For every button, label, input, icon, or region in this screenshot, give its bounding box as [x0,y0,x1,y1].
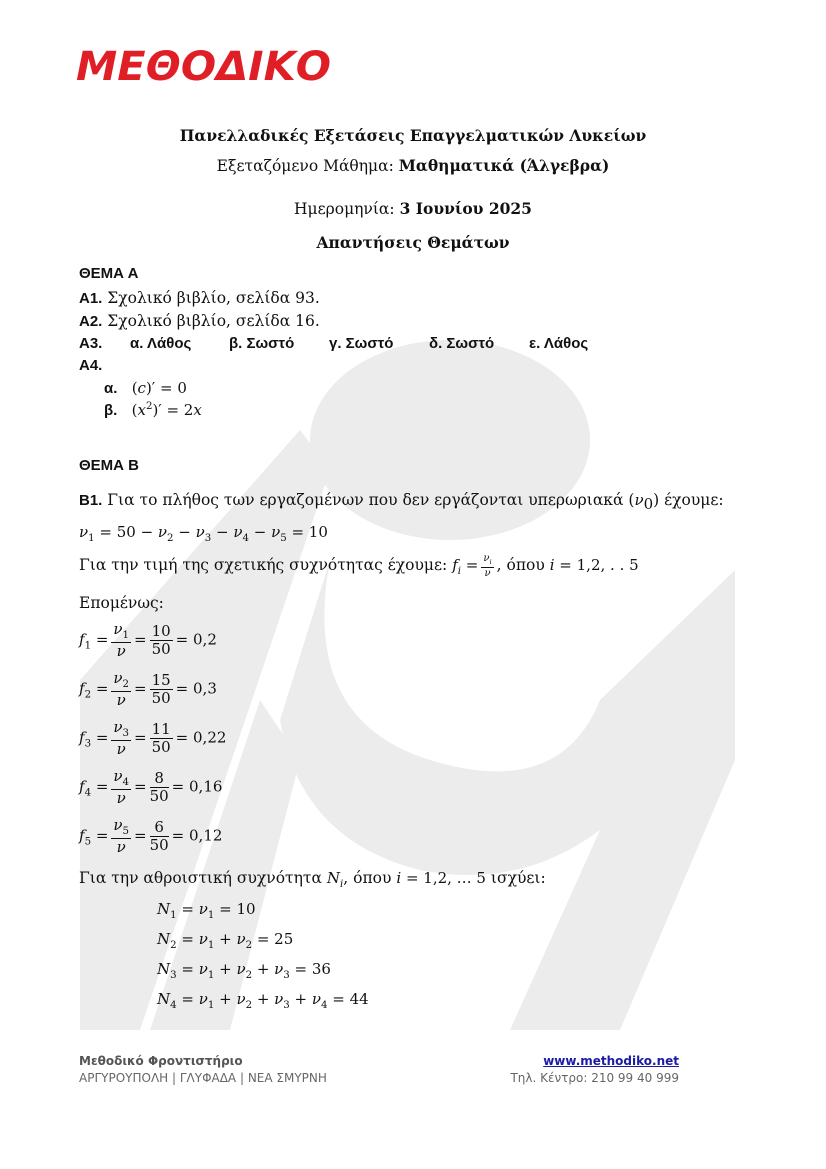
answers-subtitle: Απαντήσεις Θεμάτων [316,233,510,252]
a2-text: Σχολικό βιβλίο, σελίδα 16. [107,312,320,330]
b1-label: Β1. [79,492,103,509]
N1-equation: $N_1 = \nu_1 = 10$ [157,900,256,921]
f5-equation: $f_5$ = $\frac{\nu_5}{\nu}$ = $\frac{6}{50}$ = 0,12 [79,816,223,856]
nu1-equation: $\nu_1 = 50 - \nu_2 - \nu_3 - \nu_4 - \nu_5 = 10$ [79,523,328,544]
a1-label: Α1. [79,290,103,307]
methodiko-logo [76,44,336,92]
a4-label: Α4. [79,357,103,374]
theme-b-heading: ΘΕΜΑ Β [79,457,139,474]
a4-alpha-formula: α. (c)′ = 0 [104,379,187,397]
freq-intro: Για την τιμή της σχετικής συχνότητας έχουμε: [79,556,448,575]
cum-intro: Για την αθροιστική συχνότητα [79,869,322,887]
a3-item: ε. Λάθος [529,335,589,352]
page-title: Πανελλαδικές Εξετάσεις Επαγγελματικών Λυκείων [179,126,647,145]
a1-text: Σχολικό βιβλίο, σελίδα 93. [107,289,320,307]
a2-label: Α2. [79,313,103,330]
footer-website-link[interactable]: www.methodiko.net [543,1054,679,1068]
freq-where: , όπου [496,556,545,575]
f2-equation: $f_2$ = $\frac{\nu_2}{\nu}$ = $\frac{15}{50}$ = 0,3 [79,669,217,709]
a2-answer [79,312,320,330]
a3-label: Α3. [79,335,103,352]
date-label: Ημερομηνία: [294,200,395,218]
cumulative-intro-line: Για την αθροιστική συχνότητα $N_i$, όπου i = 1,2, … 5 ισχύει: [79,869,546,890]
subject-label: Εξεταζόμενο Μάθημα: [216,157,394,175]
a3-item: α. Λάθος [130,335,192,352]
b1-intro-end: ) έχουμε: [653,491,724,509]
freq-formula-line: Για την τιμή της σχετικής συχνότητας έχουμε: $f_i$ = $\frac{\nu_i}{\nu}$ , όπου i = 1,2, . . 5 [79,553,639,579]
footer-phone: Τηλ. Κέντρο: 210 99 40 999 [510,1071,679,1085]
subject-value: Μαθηματικά (Άλγεβρα) [398,156,610,175]
a3-item: γ. Σωστό [329,335,394,352]
footer-org: Μεθοδικό Φροντιστήριο [79,1054,243,1068]
therefore-text: Επομένως: [79,594,164,612]
logo-text: ΜΕΘΟΔΙΚΟ [76,44,331,88]
a1-answer [79,289,320,307]
N3-equation: $N_3 = \nu_1 + \nu_2 + \nu_3 = 36$ [157,960,331,981]
b1-intro-line: Β1. Για το πλήθος των εργαζομένων που δεν εργάζονται υπερωριακά $(\nu_0)$ έχουμε: [79,491,724,514]
cum-end: ισχύει: [490,869,546,887]
theme-a-heading: ΘΕΜΑ Α [79,265,139,282]
f4-equation: $f_4$ = $\frac{\nu_4}{\nu}$ = $\frac{8}{50}$ = 0,16 [79,767,223,807]
a4-beta-formula: β. $(x^2)' = 2x$ [104,401,202,419]
a3-item: β. Σωστό [229,335,295,352]
footer-locations: ΑΡΓΥΡΟΥΠΟΛΗ | ΓΛΥΦΑΔΑ | ΝΕΑ ΣΜΥΡΝΗ [79,1071,327,1085]
subject-line [0,156,826,175]
a3-item: δ. Σωστό [429,335,495,352]
a4-beta-label: β. [104,402,118,419]
N2-equation: $N_2 = \nu_1 + \nu_2 = 25$ [157,930,294,951]
f3-equation: $f_3$ = $\frac{\nu_3}{\nu}$ = $\frac{11}{50}$ = 0,22 [79,718,227,758]
cum-where: , όπου [343,869,392,887]
N4-equation: $N_4 = \nu_1 + \nu_2 + \nu_3 + \nu_4 = 44$ [157,990,369,1011]
date-line [0,199,826,218]
a4-alpha-label: α. [104,380,118,397]
f1-equation: $f_1$ = $\frac{\nu_1}{\nu}$ = $\frac{10}{50}$ = 0,2 [79,620,217,660]
b1-intro: Για το πλήθος των εργαζομένων που δεν εργάζονται υπερωριακά ( [107,491,635,509]
date-value: 3 Ιουνίου 2025 [399,199,532,218]
